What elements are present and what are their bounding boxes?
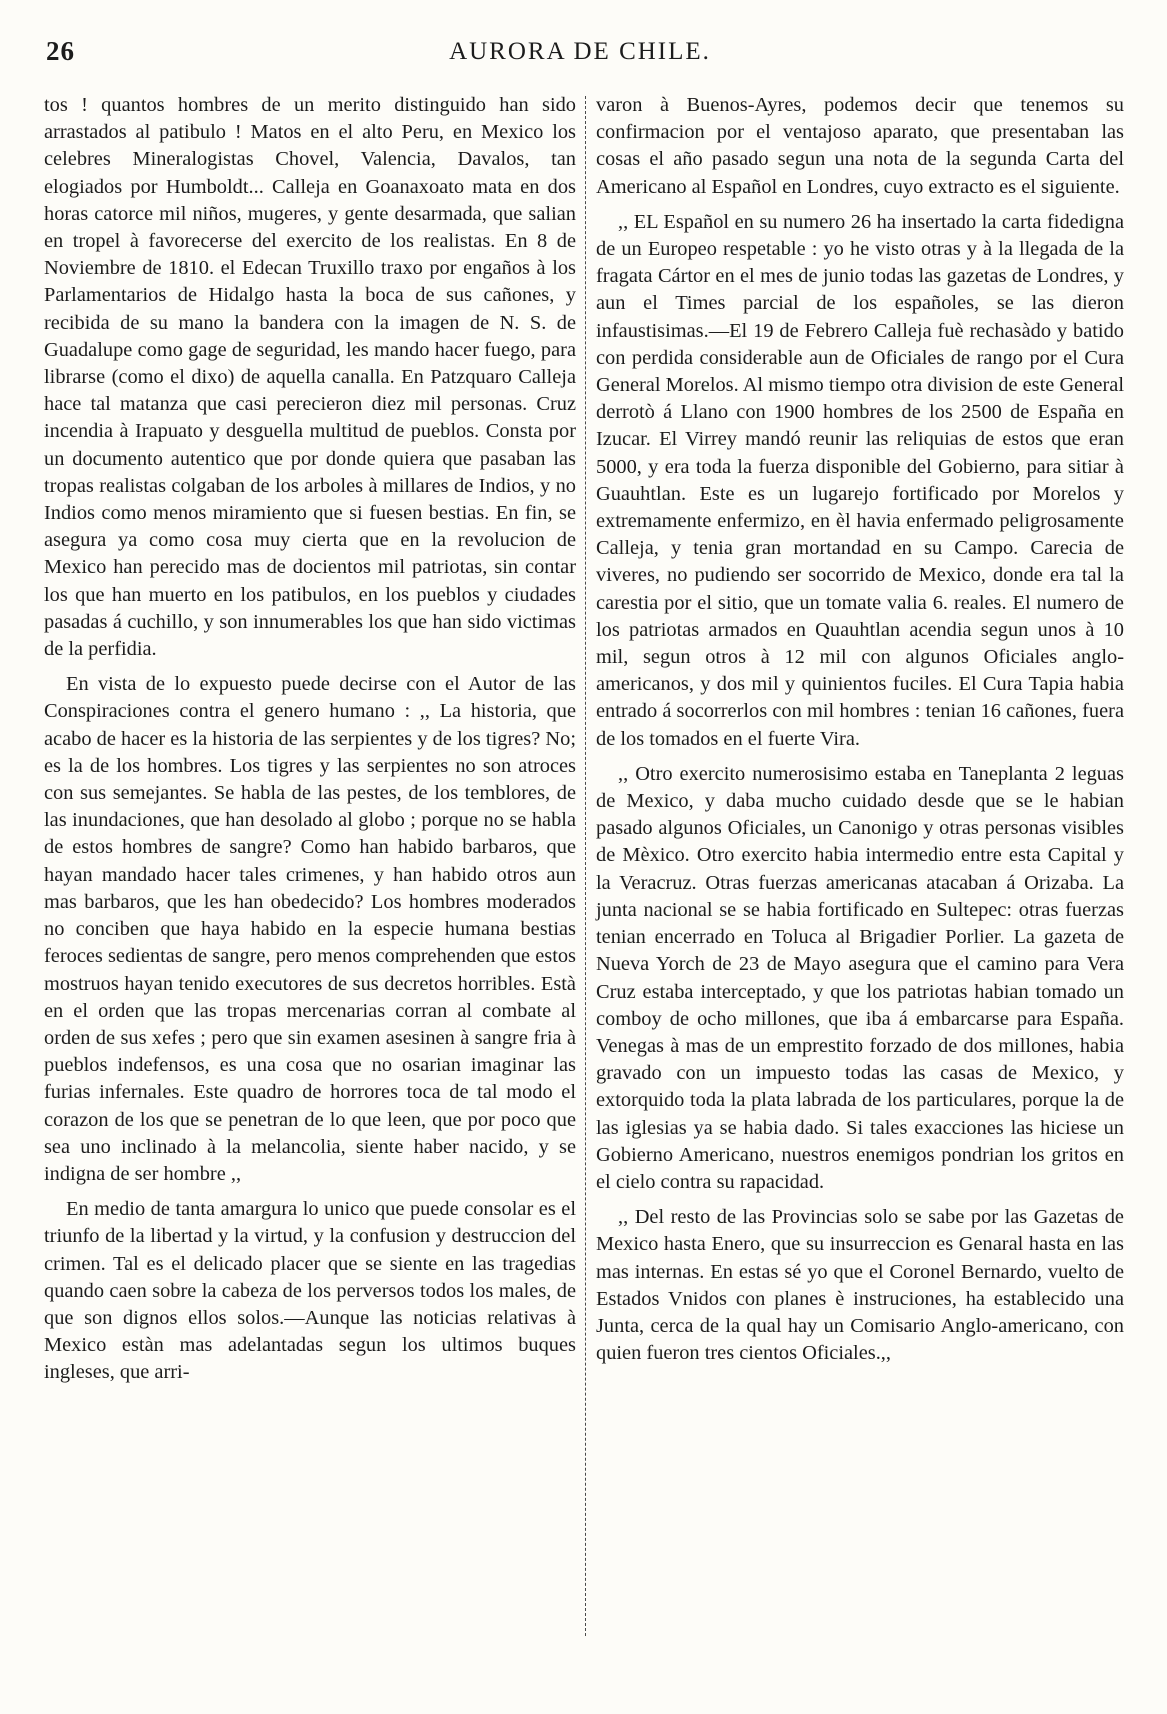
paragraph: En medio de tanta amargura lo unico que puede consolar es el triunfo de la libertad y la virtud, y la confusion y destruccion del crimen. Tal es el delicado placer que se siente en las tragedias quando caen sobre la cabeza de los perversos todos los males, de que son dignos ellos solos.—Aunque las noticias relativas à Mexico estàn mas adelantadas segun los ultimos buques ingleses, que arri- <box>44 1198 576 1384</box>
right-column <box>596 92 1124 1375</box>
column-divider <box>585 96 586 1636</box>
page-header <box>40 36 1120 76</box>
running-title: AURORA DE CHILE. <box>449 38 711 65</box>
paragraph: ,, Otro exercito numerosisimo estaba en Taneplanta 2 leguas de Mexico, y daba mucho cuidado desde que se le habian pasado algunos Oficiales, un Canonigo y otras personas visibles de Mèxico. Otro exercito habia intermedio entre esta Capital y la Veracruz. Otras fuerzas americanas atacaban á Orizaba. La junta nacional se se habia fortificado en Sultepec: otras fuerzas tenian encerrado en Toluca al Brigadier Porlier. La gazeta de Nueva Yorch de 23 de Mayo asegura que el camino para Vera Cruz estaba interceptado, y que los patriotas habian tomado un comboy de ocho millones, que iba á embarcarse para España. Venegas à mas de un emprestito forzado de dos millones, habia gravado con un impuesto todas las casas de Mexico, y extorquido toda la plata labrada de los particulares, porque la de las iglesias ya se habia dado. Si tales exacciones las hiciese un Gobierno Americano, nuestros enemigos pondrian los gritos en el cielo contra su rapacidad. <box>596 762 1124 1193</box>
page-number: 26 <box>46 36 75 66</box>
paragraph: ,, Del resto de las Provincias solo se sabe por las Gazetas de Mexico hasta Enero, que su insurreccion es Genaral hasta en las mas internas. En estas sé yo que el Coronel Bernardo, vuelto de Estados Vnidos con planes è instruciones, ha establecido una Junta, cerca de la qual hay un Comisario Anglo-americano, con quien fueron tres cientos Oficiales.,, <box>596 1206 1124 1365</box>
paragraph: ,, EL Español en su numero 26 ha insertado la carta fidedigna de un Europeo respetable : yo he visto otras y à la llegada de la fragata Cártor en el mes de junio todas las gazetas de Londres, y aun el Times parcial de los españoles, se las dieron infaustisimas.—El 19 de Febrero Calleja fuè rechasàdo y batido con perdida considerable aun de Oficiales de rango por el Cura General Morelos. Al mismo tiempo otra division de este General derrotò á Llano con 1900 hombres de los 2500 de España en Izucar. El Virrey mandó reunir las reliquias de estos que eran 5000, y era toda la fuerza disponible del Gobierno, para sitiar à Guauhtlan. Este es un lugarejo fortificado por Morelos y extremamente enfermizo, en èl havia enfermado peligrosamente Calleja, y tenia gran mortandad en su Campo. Carecia de viveres, no pudiendo ser socorrido de Mexico, donde era tal la carestia por el sitio, que un tomate valia 6. reales. El numero de los patriotas armados en Quauhtlan acendia segun unos à 10 mil, segun otros à 12 mil con algunos Oficiales anglo-americanos, y dos mil y quinientos fuciles. El Cura Tapia habia entrado á socorrerlos con mil hombres : tenian 16 cañones, fuera de los tomados en el fuerte Vira. <box>596 210 1124 750</box>
left-column <box>44 92 576 1395</box>
paragraph: varon à Buenos-Ayres, podemos decir que tenemos su confirmacion por el ventajoso aparato, que presentaban las cosas el año pasado segun una nota de la segunda Carta del Americano al Español en Londres, cuyo extracto es el siguiente. <box>596 94 1124 198</box>
paragraph: tos ! quantos hombres de un merito distinguido han sido arrastados al patibulo ! Matos en el alto Peru, en Mexico los celebres Mineralogistas Chovel, Valencia, Davalos, tan elogiados por Humboldt... Calleja en Goanaxoato mata en dos horas catorce mil niños, mugeres, y gente desarmada, que salian en tropel à favorecerse del exercito de los realistas. En 8 de Noviembre de 1810. el Edecan Truxillo traxo por engaños à los Parlamentarios de Hidalgo hasta la boca de sus cañones, y recibida de su mano la bandera con la imagen de N. S. de Guadalupe como gage de seguridad, les mando hacer fuego, para librarse (como el dixo) de aquella canalla. En Patzquaro Calleja hace tal matanza que casi perecieron diez mil personas. Cruz incendia à Irapuato y desguella multitud de pueblos. Consta por un documento autentico que por donde quiera que pasaban las tropas realistas colgaban de los arboles à millares de Indios, y no Indios como menos miramiento que si fuesen bestias. En fin, se asegura ya como cosa muy cierta que en la revolucion de Mexico han perecido mas de docientos mil patriotas, sin contar los que han muerto en los patibulos, en los pueblos y ciudades pasadas á cuchillo, y son innumerables los que han sido victimas de la perfidia. <box>44 94 576 661</box>
paragraph: En vista de lo expuesto puede decirse con el Autor de las Conspiraciones contra el genero humano : ,, La historia, que acabo de hacer es la historia de las serpientes y de los tigres? No; es la de los hombres. Los tigres y las serpientes no son atroces con sus semejantes. Se habla de las pestes, de los temblores, de las inundaciones, que han desolado al globo ; porque no se habla de estos hombres de sangre? Como han habido barbaros, que hayan mandado hacer tales crimenes, y han habido otros aun mas barbaros, que les han obedecido? Los hombres moderados no conciben que haya habido en la especie humana bestias feroces sedientas de sangre, pero menos comprehenden que estos mostruos hayan tenido executores de sus decretos horribles. Està en el orden que las tropas mercenarias corran al combate al orden de sus xefes ; pero que sin examen asesinen à sangre fria à pueblos indefensos, es una cosa que no osarian imaginar las furias infernales. Este quadro de horrores toca de tal modo el corazon de los que se penetran de lo que leen, que por poco que sea uno inclinado à la melancolia, siente haber nacido, y se indigna de ser hombre ,, <box>44 673 576 1185</box>
